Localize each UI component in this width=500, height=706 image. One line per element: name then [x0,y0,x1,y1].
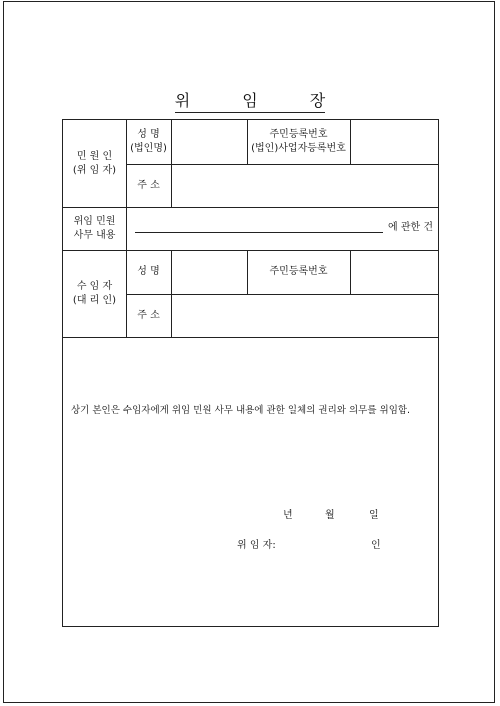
principal-section-label [63,120,126,207]
principal-id-text: 주민등록번호 [269,129,328,140]
matter-suffix [383,220,438,236]
agent-label: 수 임 자 [76,280,113,292]
agent-address-field[interactable] [171,294,438,337]
principal-address-field[interactable] [171,164,438,207]
principal-name-text: 성 명 [137,129,160,140]
agent-sub-label: (대 리 인) [72,294,117,306]
signature-seal-label: 인 [371,540,381,551]
agent-id-text: 주민등록번호 [269,266,328,277]
principal-label: 민 원 인 [76,150,113,162]
principal-address-label [126,164,171,207]
principal-name-sub: (법인명) [130,143,167,154]
title-char-1: 위 [174,91,191,110]
principal-name-label [126,120,171,164]
agent-address-text: 주 소 [137,309,160,321]
principal-name-field[interactable] [171,120,247,164]
date-year-label: 년 [283,510,293,521]
principal-sub-label: (위 임 자) [72,164,117,176]
title-char-3: 장 [309,91,326,110]
agent-name-field[interactable] [171,250,247,294]
delegation-statement: 상기 본인은 수임자에게 위임 민원 사무 내용에 관한 일체의 권리와 의무를 위임함. [71,405,411,416]
date-day-label: 일 [369,510,379,521]
agent-name-text: 성 명 [137,266,160,277]
matter-label-line2: 사무 내용 [73,229,116,241]
principal-id-label [247,120,350,164]
agent-address-label [126,294,171,337]
principal-id-sub: (법인)사업자등록번호 [251,143,346,154]
matter-suffix-text: 에 관한 건 [388,222,433,233]
document-title [0,88,500,113]
matter-label [63,207,126,250]
date-month-label: 월 [325,510,335,521]
principal-id-field[interactable] [350,120,438,164]
agent-section-label [63,250,126,337]
principal-address-text: 주 소 [137,179,160,191]
signature-label: 위 임 자: [237,540,276,551]
agent-id-field[interactable] [350,250,438,294]
title-char-2: 임 [242,91,258,110]
matter-label-line1: 위임 민원 [73,215,116,227]
matter-underline-field[interactable] [135,232,383,233]
delegation-form-table [62,119,439,627]
agent-id-label [247,250,350,294]
agent-name-label [126,250,171,294]
